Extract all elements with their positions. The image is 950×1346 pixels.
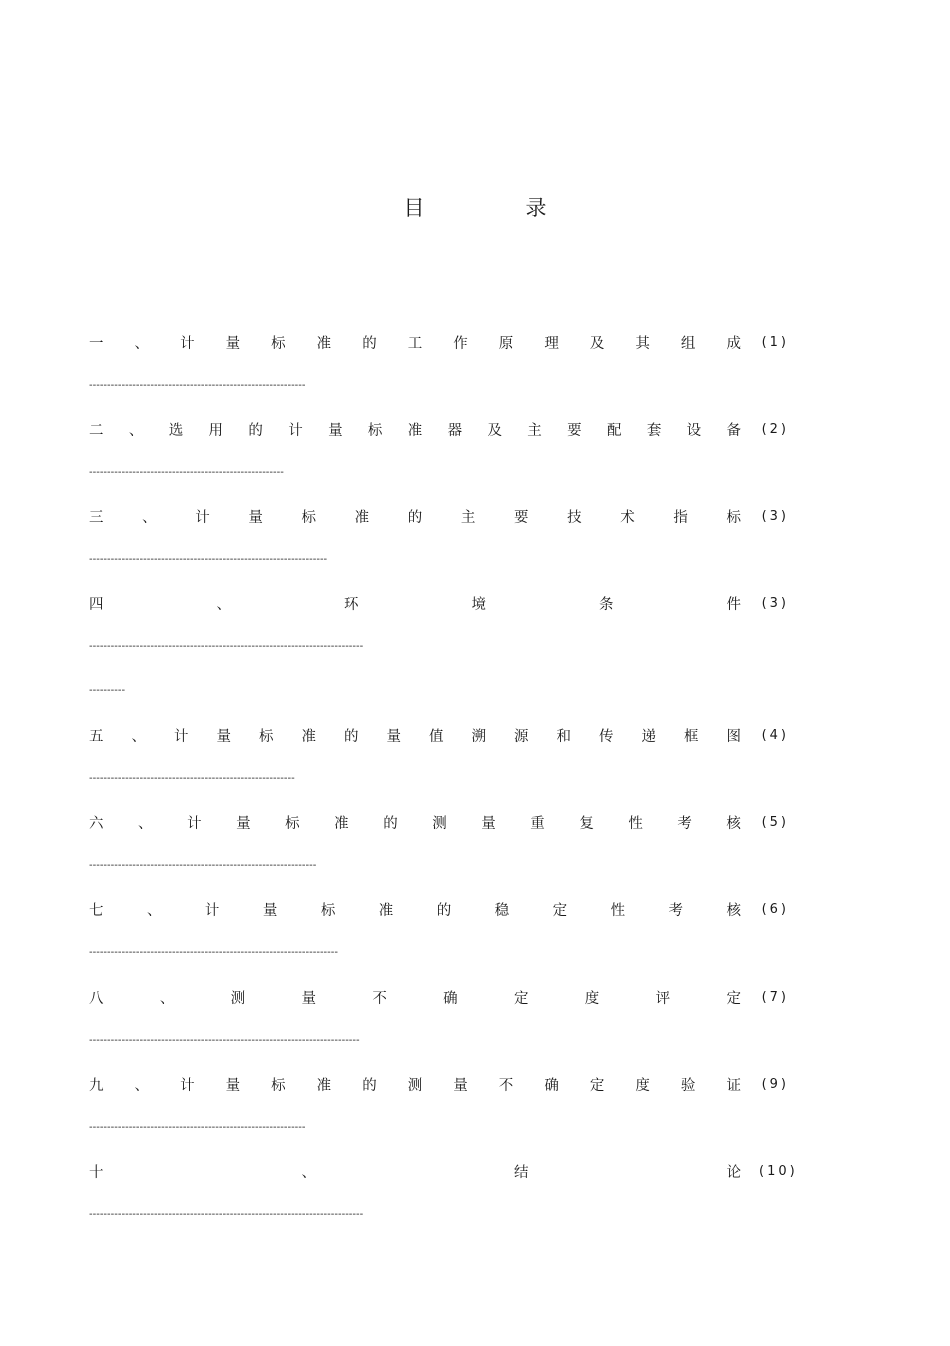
toc-entry-title: 九 、 计 量 标 准 的 测 量 不 确 定 度 验 证 xyxy=(89,1077,741,1094)
toc-entry-title: 二 、 选 用 的 计 量 标 准 器 及 主 要 配 套 设 备 xyxy=(89,422,741,439)
toc-entry-page-number: (6) xyxy=(761,901,789,917)
toc-entry[interactable] xyxy=(89,1073,789,1095)
toc-entry-title: 五 、 计 量 标 准 的 量 值 溯 源 和 传 递 框 图 xyxy=(89,728,741,745)
toc-leader-dashes: ---------------------------------------------------------------------------- xyxy=(89,642,364,652)
toc-entry-title: 八 、 测 量 不 确 定 度 评 定 xyxy=(89,990,741,1007)
toc-entry-page-number: (2) xyxy=(761,421,789,437)
toc-leader-dashes: ------------------------------------------------------ xyxy=(89,468,284,478)
toc-leader-dashes: --------------------------------------------------------------------- xyxy=(89,948,338,958)
toc-entry-page-number: (4) xyxy=(761,727,789,743)
toc-leader-dashes: --------------------------------------------------------------- xyxy=(89,861,317,871)
toc-entry[interactable] xyxy=(89,898,789,920)
toc-leader-dashes: --------------------------------------------------------- xyxy=(89,774,295,784)
toc-entry-title: 四 、 环 境 条 件 xyxy=(89,596,741,613)
toc-leader-dashes: ------------------------------------------------------------------ xyxy=(89,555,328,565)
toc-entry-page-number: (5) xyxy=(761,814,789,830)
toc-entry-title: 六 、 计 量 标 准 的 测 量 重 复 性 考 核 xyxy=(89,815,741,832)
toc-entry-page-number: (3) xyxy=(761,508,789,524)
toc-entry-title: 三 、 计 量 标 准 的 主 要 技 术 指 标 xyxy=(89,509,741,526)
toc-entry[interactable] xyxy=(89,1160,798,1182)
toc-entry-title: 十 、 结 论 xyxy=(89,1164,741,1181)
toc-entry-page-number: (9) xyxy=(761,1076,789,1092)
toc-entry[interactable] xyxy=(89,331,789,353)
toc-entry-page-number: (3) xyxy=(761,595,789,611)
toc-leader-dashes: ---------------------------------------------------------------------------- xyxy=(89,1210,364,1220)
toc-entry-page-number: (7) xyxy=(761,989,789,1005)
toc-entry-page-number: (1) xyxy=(761,334,789,350)
toc-entry[interactable] xyxy=(89,986,789,1008)
toc-entry-title: 一 、 计 量 标 准 的 工 作 原 理 及 其 组 成 xyxy=(89,335,741,352)
toc-entry-title: 七 、 计 量 标 准 的 稳 定 性 考 核 xyxy=(89,902,741,919)
toc-leader-dashes: ------------------------------------------------------------ xyxy=(89,1123,306,1133)
toc-entry[interactable] xyxy=(89,418,789,440)
toc-entry[interactable] xyxy=(89,592,789,614)
toc-entry[interactable] xyxy=(89,724,789,746)
toc-leader-dashes: ---------- xyxy=(89,686,126,696)
toc-leader-dashes: --------------------------------------------------------------------------- xyxy=(89,1036,360,1046)
toc-entry-page-number: (10) xyxy=(759,1163,798,1179)
toc-leader-dashes: ------------------------------------------------------------ xyxy=(89,381,306,391)
toc-entry[interactable] xyxy=(89,505,789,527)
page-title: 目 录 xyxy=(403,196,587,220)
toc-entry[interactable] xyxy=(89,811,789,833)
